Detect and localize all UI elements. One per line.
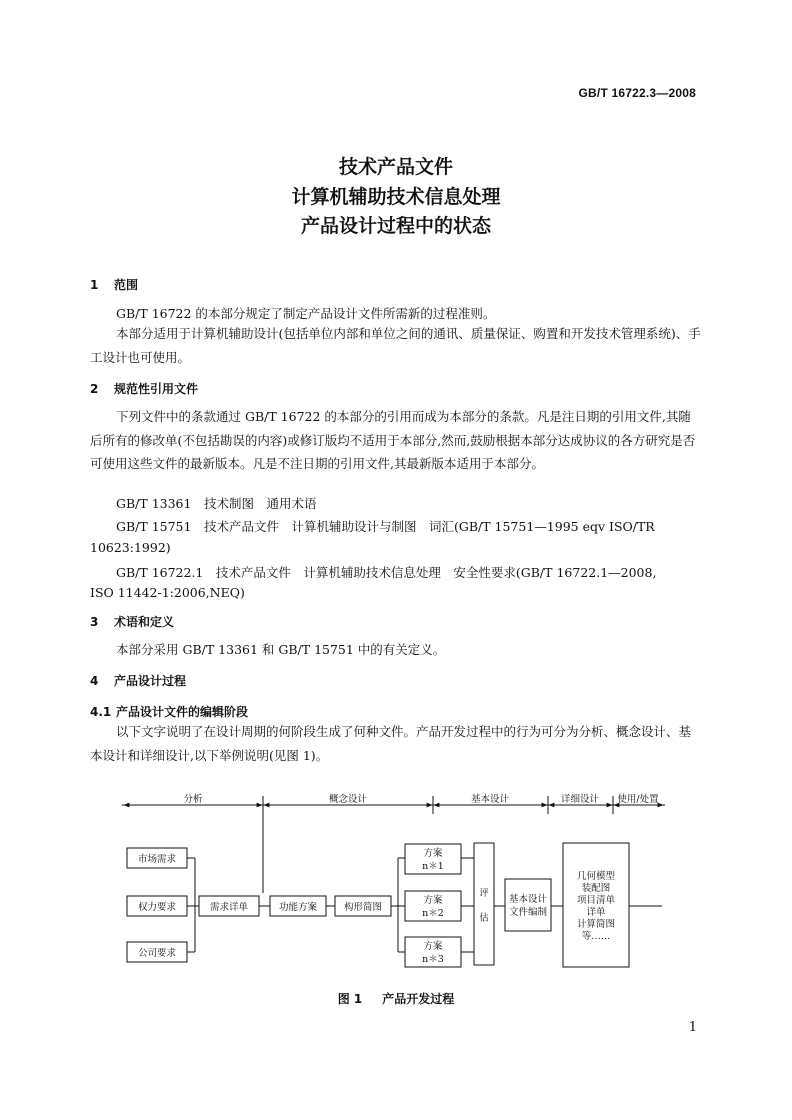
doc-title-line-1: 技术产品文件 [338,156,453,178]
figure-number: 图 1 [337,992,363,1006]
figure-caption [0,990,792,1007]
figure-title: 产品开发过程 [382,992,455,1006]
label-plan-3-b: n＊3 [422,954,444,965]
phase-label-detail: 详细设计 [560,794,600,805]
label-configuration-sketch: 构形简图 [343,902,383,913]
label-function-scheme: 功能方案 [278,902,318,913]
section-title: 产品设计过程 [114,674,187,688]
section-title: 规范性引用文件 [114,382,199,396]
phase-label-concept: 概念设计 [328,794,368,805]
subsection-title: 产品设计文件的编辑阶段 [116,705,249,719]
section-number: 1 [90,278,99,292]
phase-label-basic: 基本设计 [470,794,510,805]
label-detail-1: 几何模型 [576,871,616,882]
reference-2-line-1: GB/T 15751 技术产品文件 计算机辅助设计与制图 词汇(GB/T 15751—1995 eqv ISO/TR [116,519,655,534]
section-2-para-1: 下列文件中的条款通过 GB/T 16722 的本部分的引用而成为本部分的条款。凡是注日期的引用文件,其随后所有的修改单(不包括勘误的内容)或修订版均不适用于本部分,然而,鼓励根据本部分达成协议的各方研究是否可使用这些文件的最新版本。凡是不注日期的引用文件,其最新版本适用于本部分。 [90,409,696,471]
label-requirement-list: 需求详单 [209,902,249,913]
section-3-para-1: 本部分采用 GB/T 13361 和 GB/T 15751 中的有关定义。 [116,642,446,657]
label-plan-2-a: 方案 [423,895,443,906]
doc-title-line-2: 计算机辅助技术信息处理 [291,186,501,208]
label-detail-5: 计算简图 [576,919,616,930]
label-detail-4: 详单 [586,907,606,918]
label-detail-3: 项目清单 [576,895,616,906]
doc-title-line-3: 产品设计过程中的状态 [300,215,491,237]
section-title: 范围 [114,278,139,292]
reference-3-line-2: ISO 11442-1:2006,NEQ) [90,585,245,600]
subsection-number: 4.1 [90,705,112,719]
reference-1: GB/T 13361 技术制图 通用术语 [116,496,317,511]
label-plan-1-b: n＊1 [422,861,444,872]
subsection-4-1-para-1: 以下文字说明了在设计周期的何阶段生成了何种文件。产品开发过程中的行为可分为分析、概念设计、基本设计和详细设计,以下举例说明(见图 1)。 [90,724,692,763]
page-number: 1 [688,1020,697,1035]
label-company-requirements: 公司要求 [137,948,177,959]
section-title: 术语和定义 [114,615,175,629]
label-rights-requirements: 权力要求 [137,902,177,913]
section-number: 3 [90,615,99,629]
label-plan-1-a: 方案 [423,848,443,859]
label-evaluation-b: 估 [479,913,489,924]
label-plan-3-a: 方案 [423,941,443,952]
label-basic-doc-b: 文件编制 [508,907,548,918]
section-1-para-1: GB/T 16722 的本部分规定了制定产品设计文件所需新的过程准则。 [116,306,496,321]
label-detail-2: 装配图 [581,883,611,894]
reference-2-line-2: 10623:1992) [90,540,171,555]
section-1-para-2: 本部分适用于计算机辅助设计(包括单位内部和单位之间的通讯、质量保证、购置和开发技术管理系统)、手工设计也可使用。 [90,326,701,365]
label-evaluation-a: 评 [479,888,489,899]
reference-3-line-1: GB/T 16722.1 技术产品文件 计算机辅助技术信息处理 安全性要求(GB/T 16722.1—2008, [116,565,657,580]
label-plan-2-b: n＊2 [422,908,444,919]
phase-label-analysis: 分析 [183,794,203,805]
label-basic-doc-a: 基本设计 [508,894,548,905]
standard-code: GB/T 16722.3—2008 [578,86,696,100]
label-market-needs: 市场需求 [137,854,177,865]
section-number: 4 [90,674,99,688]
section-number: 2 [90,382,99,396]
box-basic-design-docs [505,879,551,931]
phase-label-use: 使用/处置 [617,794,659,805]
label-detail-6: 等…… [581,931,611,942]
box-evaluation [474,843,494,965]
